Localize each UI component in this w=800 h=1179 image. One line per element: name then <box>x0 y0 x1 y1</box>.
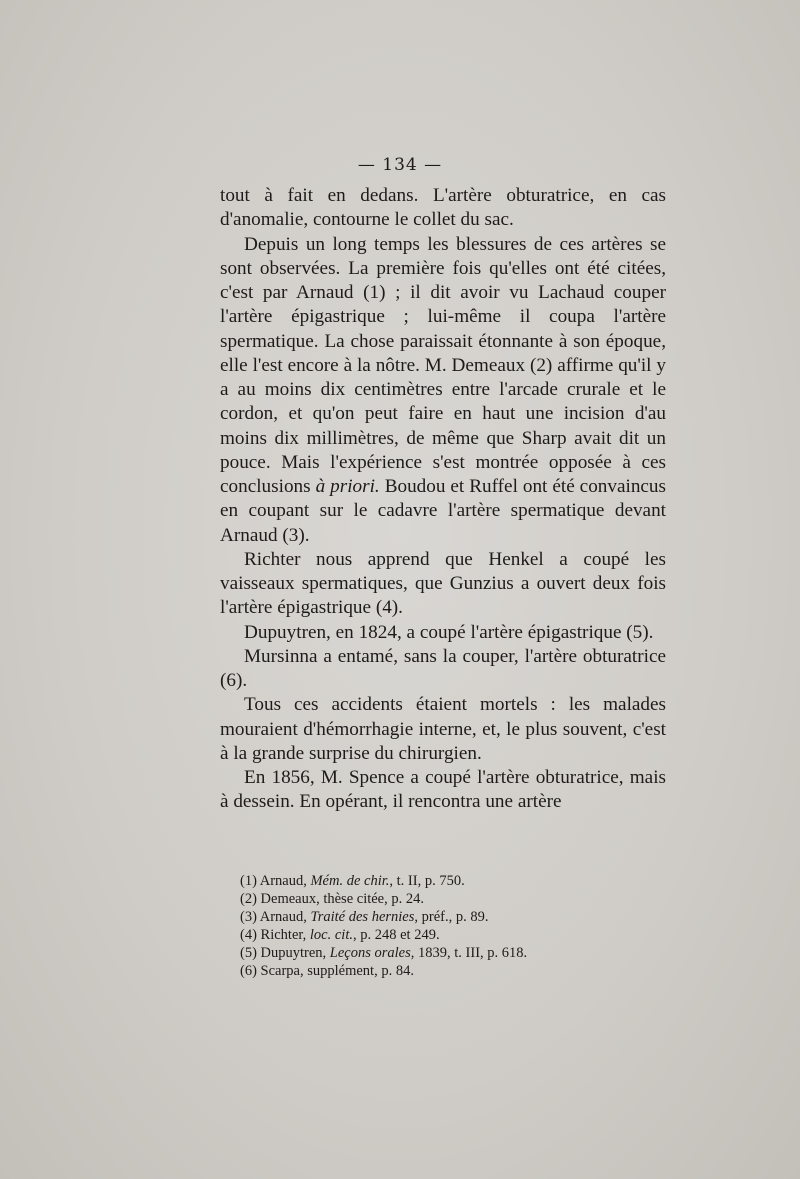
footnote-3-tail: , préf., p. 89. <box>414 908 489 925</box>
body-text <box>220 184 666 815</box>
page-number: — 134 — <box>357 155 443 175</box>
paragraph-2 <box>220 233 666 548</box>
footnote-1-italic: Mém. de chir. <box>310 873 390 889</box>
paragraph-3: Richter nous apprend que Henkel a coupé les vaisseaux spermatiques, que Gunzius a ouvert deux fois l'artère épigastrique (4). <box>220 548 666 619</box>
paragraph-6: Tous ces accidents étaient mortels : les malades mouraient d'hémorrhagie interne, et, le plus souvent, c'est à la grande surprise du chirurgien. <box>220 694 666 764</box>
footnote-6: (6) Scarpa, supplément, p. 84. <box>240 962 414 979</box>
paragraph-2-text: Depuis un long temps les blessures de ces artères se sont observées. La première fois qu'elles ont été citées, c'est par Arnaud (1) ; il dit avoir vu Lachaud couper l'artère épigastrique ; lui-même il coupa l'artère spermatique. La chose paraissait étonnante à son époque, elle l'est encore à la nôtre. M. Demeaux (2) affirme qu'il y a au moins dix centimètres entre l'arcade crurale et le cordon, et qu'on peut faire en haut une incision d'au moins dix millimètres, de même que Sharp avait dit un pouce. Mais l'expérience s'est montrée opposée à ces conclusions <box>220 233 666 497</box>
footnote-4-tail: , p. 248 et 249. <box>352 926 440 943</box>
footnote-3-italic: Traité des hernies <box>310 908 415 925</box>
footnote-4 <box>240 927 670 945</box>
footnote-5-text: (5) Dupuytren, <box>240 944 330 961</box>
paragraph-5: Mursinna a entamé, sans la couper, l'artère obturatrice (6). <box>220 645 666 691</box>
paragraph-2-italic: à priori. <box>315 476 380 497</box>
footnote-5-tail: , 1839, t. III, p. 618. <box>410 944 528 961</box>
footnote-5 <box>240 945 670 963</box>
footnote-4-italic: loc. cit. <box>309 926 353 943</box>
footnote-5-italic: Leçons orales <box>329 944 411 961</box>
footnote-4-text: (4) Richter, <box>240 926 310 943</box>
footnotes <box>240 873 670 980</box>
footnote-1 <box>240 873 670 891</box>
paragraph-4: Dupuytren, en 1824, a coupé l'artère épigastrique (5). <box>244 621 654 643</box>
footnote-2: (2) Demeaux, thèse citée, p. 24. <box>240 890 424 907</box>
footnote-3 <box>240 909 670 927</box>
paragraph-2-tail: Boudou et Ruffel ont été convaincus en coupant sur le cadavre l'artère spermatique devant Arnaud (3). <box>220 476 666 546</box>
footnote-1-tail: , t. II, p. 750. <box>389 873 465 889</box>
footnote-1-text: (1) Arnaud, <box>240 873 311 889</box>
paragraph-1: tout à fait en dedans. L'artère obturatrice, en cas d'anomalie, contourne le collet du sac. <box>220 185 666 231</box>
footnote-3-text: (3) Arnaud, <box>240 908 311 925</box>
paragraph-7: En 1856, M. Spence a coupé l'artère obturatrice, mais à dessein. En opérant, il rencontra une artère <box>220 767 666 813</box>
